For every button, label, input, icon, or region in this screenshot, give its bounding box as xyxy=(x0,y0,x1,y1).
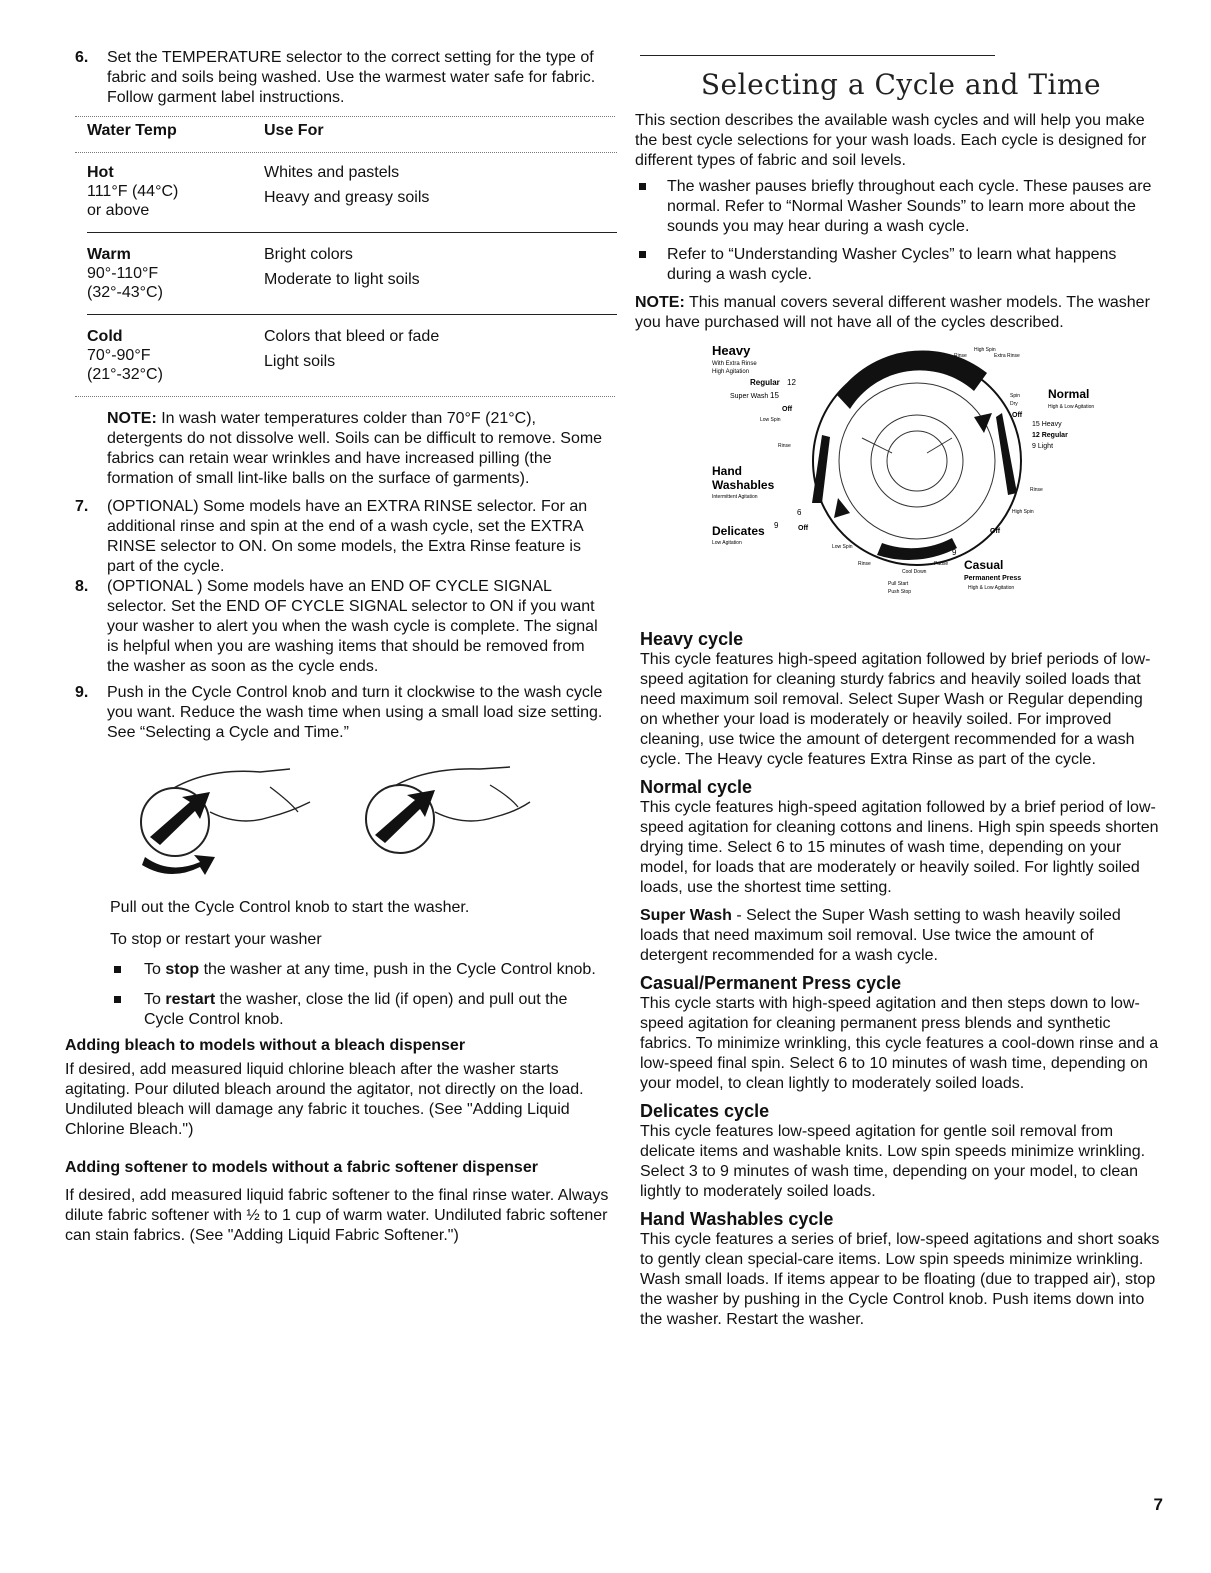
step-7 xyxy=(75,497,610,577)
water-temp-table xyxy=(87,117,617,384)
cycle-text: This cycle starts with high-speed agitation and then steps down to low-speed agitation for cleaning permanent press blends and synthetic fabrics. To minimize wrinkling, this cycle features a cool-down rinse and a low-speed final spin. Select 6 to 10 minutes of wash time, depending on your model, to clean lightly to moderately soiled loads. xyxy=(640,995,1159,1092)
cycle-heading: Delicates cycle xyxy=(640,1101,770,1121)
cycle-knob-illustration xyxy=(120,757,540,887)
cycle-heading: Hand Washables cycle xyxy=(640,1209,834,1229)
table-row xyxy=(87,245,617,302)
dial-label-off: Off xyxy=(1012,412,1023,419)
dial-sublabel: Rinse xyxy=(778,443,791,449)
dial-heavy-15: 15 Heavy xyxy=(1032,421,1062,428)
dial-regular-12: 12 Regular xyxy=(1032,432,1068,439)
dial-sublabel: Low Spin xyxy=(832,544,853,550)
dial-number: 15 xyxy=(770,391,779,400)
dial-sublabel: High & Low Agitation xyxy=(968,585,1015,591)
dial-label-hand: Hand xyxy=(712,464,742,478)
dial-sublabel: High & Low Agitation xyxy=(1048,404,1095,410)
divider xyxy=(87,314,617,315)
step-9 xyxy=(75,683,610,743)
temp-range: 90°-110°F (32°-43°C) xyxy=(87,265,163,301)
dial-sublabel: Extra Rinse xyxy=(994,353,1020,359)
softener-text: If desired, add measured liquid fabric softener to the final rinse water. Always dilute fabric softener with ½ to 1 cup of warm water. Undiluted fabric softener can stain fabrics. (See "Adding Liquid Fabric Softener.") xyxy=(65,1187,609,1244)
left-column xyxy=(65,48,610,1246)
bullet-icon xyxy=(639,251,646,258)
column-header: Water Temp xyxy=(87,122,177,139)
step-text: (OPTIONAL ) Some models have an END OF CYCLE SIGNAL selector. Set the END OF CYCLE SIGNAL selector to ON if you want your washer to alert you when the wash cycle is complete. The signal is helpful when you are washing items that should be removed from the washer as soon as the cycle ends. xyxy=(107,578,598,675)
note-label: NOTE: xyxy=(107,410,157,427)
dial-sublabel: Pull Start xyxy=(888,581,909,587)
super-wash-label: Super Wash xyxy=(640,907,732,924)
use-item: Light soils xyxy=(264,353,336,370)
hand-washables-cycle-section xyxy=(640,1208,1162,1330)
dial-number: 6 xyxy=(797,508,802,517)
cycle-text: This cycle features low-speed agitation for gentle soil removal from delicate items and washable knits. Low spin speeds minimize wrinkling. Select 3 to 9 minutes of wash time, depending on your model, to clean lightly to moderately soiled loads. xyxy=(640,1123,1146,1200)
dial-label-washables: Washables xyxy=(712,478,775,492)
divider xyxy=(75,152,617,153)
heavy-cycle-section xyxy=(640,628,1162,770)
super-wash-text: - Select the Super Wash setting to wash heavily soiled loads that need maximum soil removal. Use twice the amount of detergent recommended for a wash cycle. xyxy=(640,907,1121,964)
step-text: Set the TEMPERATURE selector to the correct setting for the type of fabric and soils being washed. Use the warmest water safe for fabric. Follow garment label instructions. xyxy=(107,49,596,106)
note-text: In wash water temperatures colder than 70°F (21°C), detergents do not dissolve well. Soils can be difficult to remove. Some fabrics can retain wear wrinkles and have increased pilling (the formation of small lint-like balls on the surface of garments). xyxy=(107,410,603,487)
dial-sublabel: High Spin xyxy=(1012,509,1034,515)
right-column xyxy=(635,55,1162,1330)
bleach-section xyxy=(65,1036,610,1140)
step-8 xyxy=(75,577,610,677)
dial-sublabel: Rinse xyxy=(954,353,967,359)
section-title: Selecting a Cycle and Time xyxy=(700,68,1102,101)
dial-label-regular: Regular xyxy=(750,378,780,387)
cycle-dial-diagram xyxy=(712,343,1142,613)
bullet-text xyxy=(144,990,610,1030)
dial-sublabel: Rinse xyxy=(1030,487,1043,493)
dial-light: 9 Light xyxy=(1032,443,1054,450)
bullet-pre: To xyxy=(144,961,166,978)
dial-sublabel: Low Agitation xyxy=(712,540,742,546)
bullet-icon xyxy=(639,183,646,190)
dial-sublabel: Dry xyxy=(1010,401,1018,407)
bullet-bold: stop xyxy=(165,961,200,978)
dial-sublabel: Spin xyxy=(1010,393,1021,399)
cycle-heading: Casual/Permanent Press cycle xyxy=(640,973,902,993)
bullet-stop xyxy=(110,960,610,980)
page-number: 7 xyxy=(1153,1495,1163,1514)
table-row xyxy=(87,327,617,384)
bullet-text xyxy=(144,960,610,980)
normal-cycle-section xyxy=(640,776,1162,898)
step-number: 7. xyxy=(75,498,89,515)
casual-cycle-section xyxy=(640,972,1162,1094)
dial-sublabel: Pause xyxy=(934,561,949,567)
dial-sublabel: Intermittent Agitation xyxy=(712,494,758,500)
use-item: Moderate to light soils xyxy=(264,271,420,288)
dial-label-delicates: Delicates xyxy=(712,524,765,538)
column-header: Use For xyxy=(264,122,324,139)
bleach-heading: Adding bleach to models without a bleach dispenser xyxy=(65,1037,466,1054)
step-number: 8. xyxy=(75,578,89,595)
temp-name: Warm xyxy=(87,246,131,263)
bleach-text: If desired, add measured liquid chlorine bleach after the washer starts agitating. Pour diluted bleach around the agitator, not directly on the load. Undiluted bleach will damage any fabric it touches. (See "Adding Liquid Chlorine Bleach.") xyxy=(65,1061,584,1138)
note-models xyxy=(635,293,1162,333)
cycle-text: This cycle features high-speed agitation followed by a brief period of low-speed agitation for cleaning cottons and linens. High spin speeds shorten drying time. Select 6 to 15 minutes of wash time, depending on your model, for loads that are moderately or heavily soiled. For lightly soiled loads, use the shortest time setting. xyxy=(640,799,1159,896)
divider xyxy=(75,396,615,397)
delicates-cycle-section xyxy=(640,1100,1162,1202)
dial-label-off: Off xyxy=(782,406,793,413)
dial-sublabel: Cool Down xyxy=(902,569,927,575)
dial-label-off: Off xyxy=(990,528,1001,535)
intro-paragraph: This section describes the available wash cycles and will help you make the best cycle selections for your wash loads. Each cycle is designed for different types of fabric and soil levels. xyxy=(635,112,1147,169)
pull-out-instruction: Pull out the Cycle Control knob to start the washer. xyxy=(110,899,470,916)
step-text: (OPTIONAL) Some models have an EXTRA RINSE selector. For an additional rinse and spin at the end of a wash cycle, set the EXTRA RINSE selector to ON. On some models, the Extra Rinse feature is part of the cycle. xyxy=(107,498,588,575)
bullet-text: Refer to “Understanding Washer Cycles” to learn what happens during a wash cycle. xyxy=(667,246,1117,283)
note-label: NOTE: xyxy=(635,294,685,311)
table-header-row xyxy=(87,117,617,146)
temp-name: Hot xyxy=(87,164,114,181)
note-temperature xyxy=(75,409,610,489)
dial-label-normal: Normal xyxy=(1048,387,1090,401)
table-row xyxy=(87,163,617,220)
dial-sublabel: Rinse xyxy=(858,561,871,567)
dial-label-heavy: Heavy xyxy=(712,343,751,358)
cycle-heading: Heavy cycle xyxy=(640,629,744,649)
dial-number: 9 xyxy=(774,521,779,530)
softener-section xyxy=(65,1158,610,1246)
temp-range: 70°-90°F (21°-32°C) xyxy=(87,347,163,383)
dial-label-off: Off xyxy=(798,525,809,532)
dial-sublabel: High Agitation xyxy=(712,369,750,375)
bullet-pre: To xyxy=(144,991,166,1008)
stop-restart-intro: To stop or restart your washer xyxy=(110,931,322,948)
divider xyxy=(640,55,995,56)
step-6 xyxy=(75,48,610,108)
bullet-bold: restart xyxy=(165,991,216,1008)
bullet-restart xyxy=(110,990,610,1030)
dial-sublabel: High Spin xyxy=(974,347,996,353)
bullet-text: The washer pauses briefly throughout each cycle. These pauses are normal. Refer to “Normal Washer Sounds” to learn more about the sounds you may hear during a wash cycle. xyxy=(667,178,1152,235)
dial-label-permanent-press: Permanent Press xyxy=(964,575,1022,582)
bullet-post: the washer at any time, push in the Cycle Control knob. xyxy=(199,961,596,978)
step-number: 6. xyxy=(75,49,89,66)
bullet-understanding xyxy=(635,245,1162,285)
knob-push-illustration xyxy=(366,767,530,853)
dial-number: 9 xyxy=(952,548,957,557)
bullet-post: the washer, close the lid (if open) and pull out the Cycle Control knob. xyxy=(144,991,568,1028)
cycle-heading: Normal cycle xyxy=(640,777,753,797)
step-number: 9. xyxy=(75,684,89,701)
cycle-text: This cycle features high-speed agitation followed by brief periods of low-speed agitation for cleaning sturdy fabrics and heavily soiled loads that need maximum soil removal. Select Super Wash or Regular depending on whether your load is moderately or heavily soiled. For improved cleaning, use twice the amount of detergent recommended for a wash cycle. The Heavy cycle features Extra Rinse as part of the cycle. xyxy=(640,651,1151,768)
temp-range: 111°F (44°C) or above xyxy=(87,183,179,219)
softener-heading: Adding softener to models without a fabric softener dispenser xyxy=(65,1159,538,1176)
dial-label-casual: Casual xyxy=(964,558,1004,572)
use-item: Bright colors xyxy=(264,246,353,263)
knob-pull-illustration xyxy=(141,769,310,875)
temp-name: Cold xyxy=(87,328,123,345)
use-item: Colors that bleed or fade xyxy=(264,328,440,345)
dial-sublabel: Push Stop xyxy=(888,589,912,595)
cycle-text: This cycle features a series of brief, low-speed agitations and short soaks to gently clean special-care items. Low spin speeds minimize wrinkling. Wash small loads. If items appear to be floating (due to trapped air), stop the washer by pushing in the Cycle Control knob. Push items down into the washer. Restart the washer. xyxy=(640,1231,1160,1328)
bullet-icon xyxy=(114,966,121,973)
use-item: Whites and pastels xyxy=(264,164,400,181)
bullet-icon xyxy=(114,996,121,1003)
dial-sublabel: With Extra Rinse xyxy=(712,361,757,367)
use-item: Heavy and greasy soils xyxy=(264,189,430,206)
bullet-pauses xyxy=(635,177,1162,237)
step-text: Push in the Cycle Control knob and turn it clockwise to the wash cycle you want. Reduce the wash time when using a small load size setting. See “Selecting a Cycle and Time.” xyxy=(107,684,603,741)
dial-sublabel: Low Spin xyxy=(760,417,781,423)
super-wash-paragraph xyxy=(640,906,1162,966)
divider xyxy=(87,232,617,233)
dial-number: 12 xyxy=(787,378,796,387)
note-text: This manual covers several different washer models. The washer you have purchased will not have all of the cycles described. xyxy=(635,294,1150,331)
dial-label-superwash: Super Wash xyxy=(730,393,769,400)
